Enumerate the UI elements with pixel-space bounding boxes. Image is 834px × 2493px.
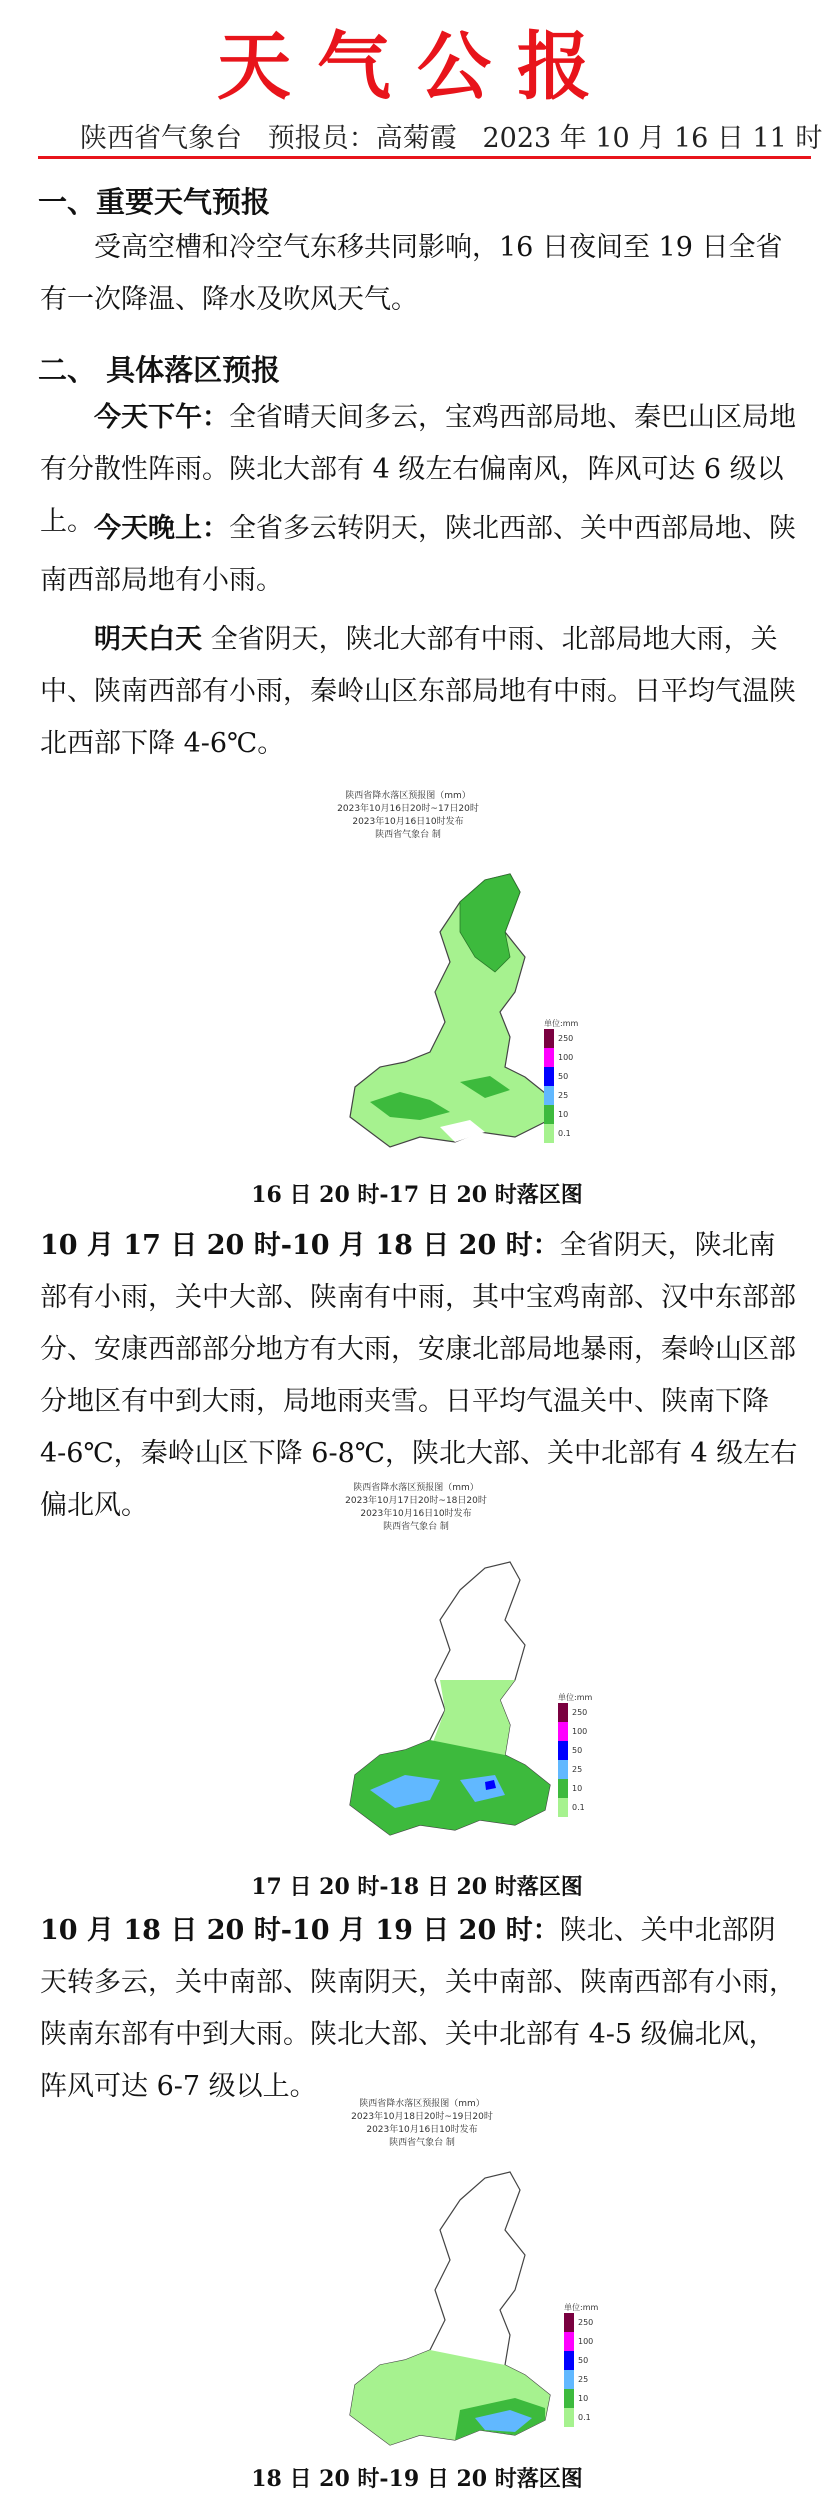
legend-row bbox=[558, 1741, 592, 1760]
byline: 陕西省气象台 预报员：高菊霞 2023 年 10 月 16 日 11 时 bbox=[80, 123, 823, 154]
legend-swatch bbox=[544, 1124, 554, 1143]
legend-swatch bbox=[558, 1760, 568, 1779]
legend-label: 10 bbox=[572, 1784, 583, 1793]
map-2-legend bbox=[558, 1692, 592, 1817]
legend-swatch bbox=[564, 2389, 574, 2408]
legend-row bbox=[564, 2313, 598, 2332]
map-1-legend bbox=[544, 1018, 578, 1143]
map-3-precip-map bbox=[310, 2160, 650, 2460]
map-3-header bbox=[302, 2098, 542, 2150]
paragraph-label: 10 月 18 日 20 时-10 月 19 日 20 时： bbox=[40, 1915, 560, 1946]
paragraph-body: 全省晴天间多云，宝鸡西部局地、秦巴山区局地有分散性阵雨。陕北大部有 4 级左右偏南风，阵风可达 6 级以上。 bbox=[40, 402, 796, 537]
title-divider bbox=[38, 156, 811, 159]
legend-row bbox=[564, 2332, 598, 2351]
map-org: 陕西省气象台 制 bbox=[375, 830, 441, 840]
legend-swatch bbox=[558, 1703, 568, 1722]
legend-label: 50 bbox=[572, 1746, 583, 1755]
paragraph-label: 今天下午： bbox=[94, 402, 229, 433]
legend-label: 0.1 bbox=[572, 1803, 585, 1812]
legend-swatch bbox=[564, 2313, 574, 2332]
legend-row bbox=[564, 2408, 598, 2427]
legend-label: 250 bbox=[578, 2318, 594, 2327]
legend-label: 100 bbox=[572, 1727, 588, 1736]
legend-row bbox=[558, 1779, 592, 1798]
legend-swatch bbox=[558, 1741, 568, 1760]
paragraph-label: 明天白天 bbox=[94, 624, 202, 655]
legend-swatch bbox=[544, 1086, 554, 1105]
map-title: 陕西省降水落区预报图（mm） bbox=[359, 2099, 485, 2109]
legend-row bbox=[558, 1798, 592, 1817]
map-3-caption: 18 日 20 时-19 日 20 时落区图 bbox=[251, 2466, 583, 2492]
legend-swatch bbox=[558, 1722, 568, 1741]
paragraph-label: 今天晚上： bbox=[94, 513, 229, 544]
legend-label: 50 bbox=[558, 1072, 569, 1081]
map-3-legend bbox=[564, 2302, 598, 2427]
legend-row bbox=[544, 1124, 578, 1143]
legend-swatch bbox=[564, 2332, 574, 2351]
legend-row bbox=[544, 1086, 578, 1105]
paragraph-tomorrow bbox=[40, 614, 800, 770]
legend-swatch bbox=[544, 1029, 554, 1048]
legend-unit: 单位:mm bbox=[544, 1019, 579, 1028]
legend-swatch bbox=[564, 2370, 574, 2389]
legend-swatch bbox=[544, 1067, 554, 1086]
legend-label: 10 bbox=[578, 2394, 589, 2403]
legend-label: 100 bbox=[558, 1053, 574, 1062]
legend-swatch bbox=[558, 1779, 568, 1798]
map-2-precip-map bbox=[310, 1550, 650, 1860]
legend-row bbox=[564, 2389, 598, 2408]
legend-label: 250 bbox=[558, 1034, 574, 1043]
legend-label: 0.1 bbox=[558, 1129, 571, 1138]
map-period: 2023年10月17日20时~18日20时 bbox=[345, 1496, 487, 1506]
map-1-caption: 16 日 20 时-17 日 20 时落区图 bbox=[251, 1182, 583, 1208]
section-1-text: 受高空槽和冷空气东移共同影响，16 日夜间至 19 日全省有一次降温、降水及吹风天气。 bbox=[40, 232, 783, 315]
legend-row bbox=[564, 2370, 598, 2389]
legend-label: 25 bbox=[558, 1091, 569, 1100]
legend-row bbox=[544, 1029, 578, 1048]
paragraph-body: 全省阴天，陕北南部有小雨，关中大部、陕南有中雨，其中宝鸡南部、汉中东部部分、安康西部部分地方有大雨，安康北部局地暴雨，秦岭山区部分地区有中到大雨，局地雨夹雪。日平均气温关中、陕南下降 4-6℃，秦岭山区下降 6-8℃，陕北大部、关中北部有 4 级左右偏北风。 bbox=[40, 1230, 798, 1521]
legend-swatch bbox=[558, 1798, 568, 1817]
paragraph-body: 陕北、关中北部阴天转多云，关中南部、陕南阴天，关中南部、陕南西部有小雨，陕南东部有中到大雨。陕北大部、关中北部有 4-5 级偏北风，阵风可达 6-7 级以上。 bbox=[40, 1915, 796, 2102]
paragraph-body: 全省阴天，陕北大部有中雨、北部局地大雨，关中、陕南西部有小雨，秦岭山区东部局地有中雨。日平均气温陕北西部下降 4-6℃。 bbox=[40, 624, 796, 759]
legend-swatch bbox=[564, 2408, 574, 2427]
map-issued: 2023年10月16日10时发布 bbox=[366, 2125, 478, 2135]
section-1-heading: 一、重要天气预报 bbox=[38, 185, 271, 219]
legend-swatch bbox=[544, 1105, 554, 1124]
map-issued: 2023年10月16日10时发布 bbox=[360, 1509, 472, 1519]
map-period: 2023年10月16日20时~17日20时 bbox=[337, 804, 479, 814]
legend-row bbox=[564, 2351, 598, 2370]
map-2-header bbox=[296, 1482, 536, 1534]
legend-label: 10 bbox=[558, 1110, 569, 1119]
legend-row bbox=[558, 1722, 592, 1741]
paragraph-oct18-19 bbox=[40, 1905, 800, 2113]
paragraph-body: 全省多云转阴天，陕北西部、关中西部局地、陕南西部局地有小雨。 bbox=[40, 513, 796, 596]
paragraph-label: 10 月 17 日 20 时-10 月 18 日 20 时： bbox=[40, 1230, 560, 1261]
legend-label: 50 bbox=[578, 2356, 589, 2365]
map-title: 陕西省降水落区预报图（mm） bbox=[353, 1483, 479, 1493]
map-1-precip-map bbox=[310, 862, 650, 1162]
legend-swatch bbox=[544, 1048, 554, 1067]
legend-row bbox=[544, 1067, 578, 1086]
section-2-heading: 二、 具体落区预报 bbox=[38, 353, 281, 387]
map-period: 2023年10月18日20时~19日20时 bbox=[351, 2112, 493, 2122]
map-2-caption: 17 日 20 时-18 日 20 时落区图 bbox=[251, 1874, 583, 1900]
map-org: 陕西省气象台 制 bbox=[389, 2138, 455, 2148]
legend-row bbox=[544, 1105, 578, 1124]
legend-label: 25 bbox=[578, 2375, 589, 2384]
legend-unit: 单位:mm bbox=[564, 2303, 599, 2312]
legend-label: 0.1 bbox=[578, 2413, 591, 2422]
bulletin-title: 天气公报 bbox=[217, 24, 617, 110]
map-1-header bbox=[288, 790, 528, 842]
legend-label: 100 bbox=[578, 2337, 594, 2346]
legend-row bbox=[544, 1048, 578, 1067]
legend-row bbox=[558, 1760, 592, 1779]
map-org: 陕西省气象台 制 bbox=[383, 1522, 449, 1532]
legend-row bbox=[558, 1703, 592, 1722]
map-title: 陕西省降水落区预报图（mm） bbox=[345, 791, 471, 801]
legend-label: 25 bbox=[572, 1765, 583, 1774]
map-issued: 2023年10月16日10时发布 bbox=[352, 817, 464, 827]
legend-swatch bbox=[564, 2351, 574, 2370]
legend-label: 250 bbox=[572, 1708, 588, 1717]
legend-unit: 单位:mm bbox=[558, 1693, 593, 1702]
paragraph-this-evening bbox=[40, 503, 800, 607]
